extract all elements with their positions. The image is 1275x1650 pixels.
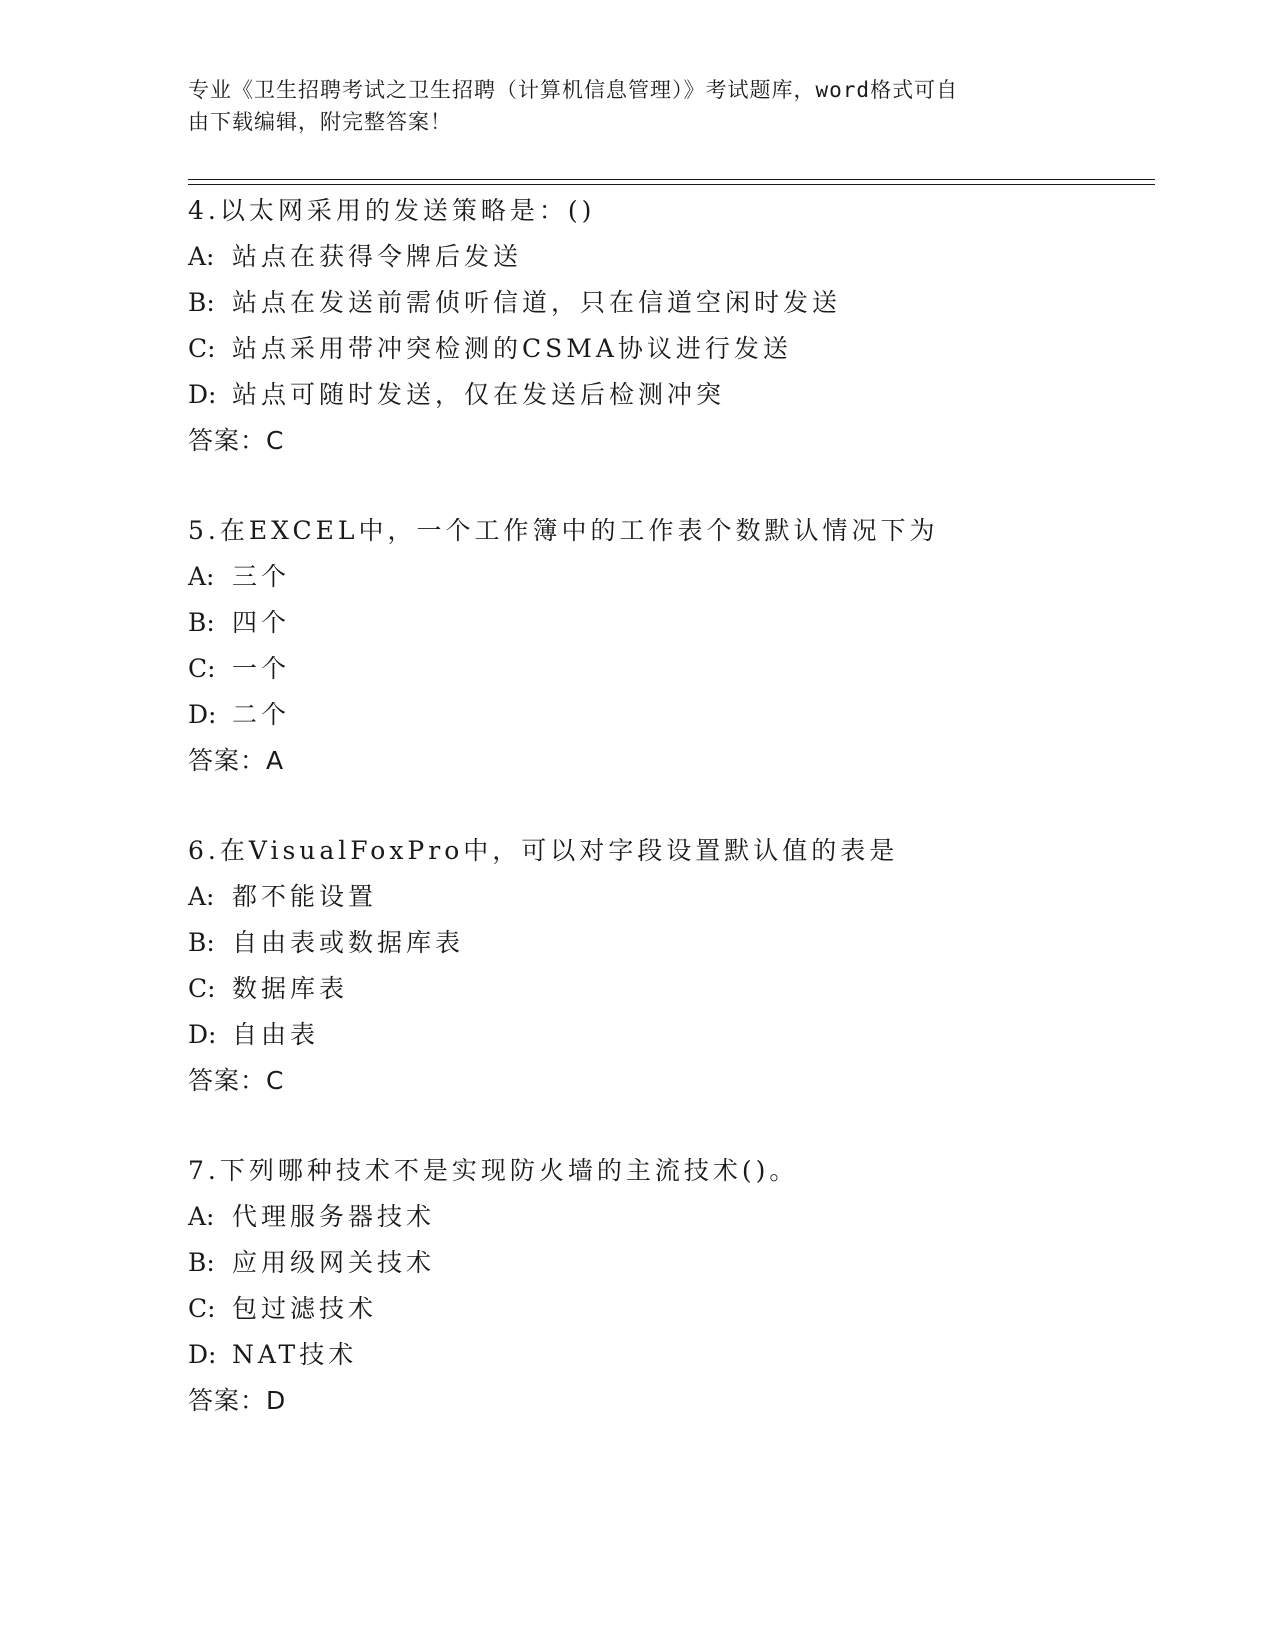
option-letter: D:	[188, 700, 217, 729]
option-c	[188, 646, 1148, 692]
option-text: 站点可随时发送，仅在发送后检测冲突	[232, 380, 726, 409]
option-text: 自由表	[232, 1020, 320, 1049]
question-block	[188, 508, 1148, 784]
question-stem: 7.下列哪种技术不是实现防火墙的主流技术()。	[188, 1156, 799, 1185]
question-stem: 6.在VisualFoxPro中，可以对字段设置默认值的表是	[188, 836, 899, 865]
option-a	[188, 554, 1148, 600]
option-b	[188, 280, 1148, 326]
option-text: 三个	[232, 562, 291, 591]
header-line-2: 由下载编辑，附完整答案！	[188, 110, 452, 134]
option-text: 一个	[232, 654, 291, 683]
document-header	[188, 74, 1068, 138]
option-b	[188, 920, 1148, 966]
option-letter: A:	[188, 1202, 215, 1231]
option-text: 二个	[232, 700, 291, 729]
option-letter: A:	[188, 562, 215, 591]
question-stem: 5.在EXCEL中，一个工作簿中的工作表个数默认情况下为	[188, 516, 939, 545]
question-block	[188, 188, 1148, 464]
option-letter: B:	[188, 288, 215, 317]
option-letter: B:	[188, 608, 215, 637]
option-text: 站点在获得令牌后发送	[232, 242, 523, 271]
option-a	[188, 874, 1148, 920]
header-divider-bottom	[188, 184, 1155, 185]
answer-line: 答案：C	[188, 1066, 285, 1095]
option-text: 自由表或数据库表	[232, 928, 465, 957]
option-letter: B:	[188, 928, 215, 957]
option-letter: C:	[188, 974, 216, 1003]
header-divider-top	[188, 179, 1155, 180]
header-line-1: 专业《卫生招聘考试之卫生招聘（计算机信息管理）》考试题库，word格式可自	[188, 78, 959, 102]
option-d	[188, 1332, 1148, 1378]
option-b	[188, 1240, 1148, 1286]
option-letter: C:	[188, 334, 216, 363]
option-letter: B:	[188, 1248, 215, 1277]
option-letter: D:	[188, 380, 217, 409]
option-letter: D:	[188, 1340, 217, 1369]
option-c	[188, 326, 1148, 372]
answer-line: 答案：C	[188, 426, 285, 455]
option-letter: C:	[188, 1294, 216, 1323]
question-block	[188, 828, 1148, 1104]
option-d	[188, 1012, 1148, 1058]
option-d	[188, 692, 1148, 738]
option-text: 站点采用带冲突检测的CSMA协议进行发送	[232, 334, 792, 363]
answer-line: 答案：D	[188, 1386, 287, 1415]
option-letter: A:	[188, 242, 215, 271]
option-text: 都不能设置	[232, 882, 378, 911]
option-text: 数据库表	[232, 974, 349, 1003]
option-d	[188, 372, 1148, 418]
option-text: 包过滤技术	[232, 1294, 378, 1323]
option-letter: D:	[188, 1020, 217, 1049]
answer-line: 答案：A	[188, 746, 285, 775]
option-letter: A:	[188, 882, 215, 911]
option-text: 应用级网关技术	[232, 1248, 436, 1277]
option-a	[188, 234, 1148, 280]
question-stem: 4.以太网采用的发送策略是：()	[188, 196, 596, 225]
question-block	[188, 1148, 1148, 1424]
option-text: 代理服务器技术	[232, 1202, 436, 1231]
option-c	[188, 966, 1148, 1012]
option-c	[188, 1286, 1148, 1332]
option-letter: C:	[188, 654, 216, 683]
option-a	[188, 1194, 1148, 1240]
option-b	[188, 600, 1148, 646]
option-text: 站点在发送前需侦听信道，只在信道空闲时发送	[232, 288, 842, 317]
option-text: NAT技术	[232, 1340, 358, 1369]
option-text: 四个	[232, 608, 291, 637]
